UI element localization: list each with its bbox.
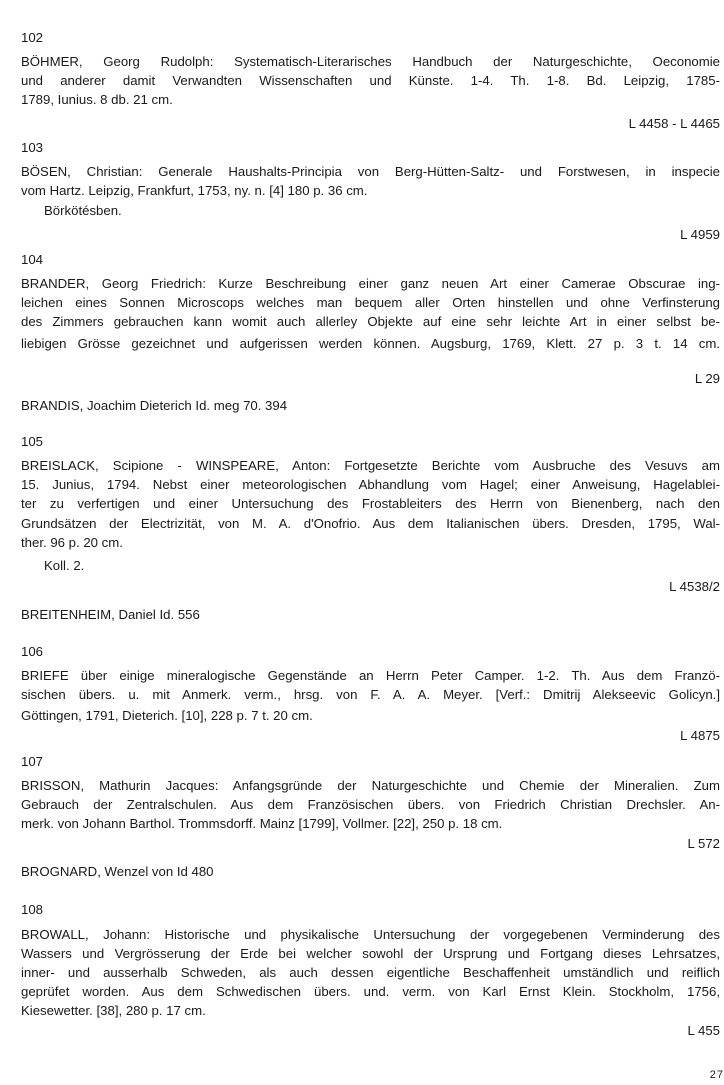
entry-text-line: des Zimmers gebrauchen kann womit auch allerley Objekte auf eine sehr leichte Art in einer selbst be- bbox=[21, 314, 720, 329]
entry-text-line: und anderer damit Verwandten Wissenschaften und Künste. 1-4. Th. 1-8. Bd. Leipzig, 1785- bbox=[21, 73, 720, 88]
entry-number: 108 bbox=[21, 902, 44, 917]
entry-text-line: BRIEFE über einige mineralogische Gegenstände an Herrn Peter Camper. 1-2. Th. Aus dem Franzö- bbox=[21, 668, 720, 683]
entry-text-line: merk. von Johann Barthol. Trommsdorff. Mainz [1799], Vollmer. [22], 250 p. 18 cm. bbox=[21, 816, 503, 831]
cross-reference: BRANDIS, Joachim Dieterich Id. meg 70. 394 bbox=[21, 398, 288, 413]
entry-number: 104 bbox=[21, 252, 44, 267]
entry-number: 105 bbox=[21, 434, 44, 449]
entry-note: Börkötésben. bbox=[44, 203, 122, 218]
entry-text-line: BRISSON, Mathurin Jacques: Anfangsgründe der Naturgeschichte und Chemie der Mineralien. Zum bbox=[21, 778, 720, 793]
entry-text-line: Gebrauch der Zentralschulen. Aus dem Französischen übers. von Friedrich Christian Drechsler. An- bbox=[21, 797, 720, 812]
entry-number: 102 bbox=[21, 30, 44, 45]
cross-reference: BROGNARD, Wenzel von Id 480 bbox=[21, 864, 214, 879]
entry-number: 107 bbox=[21, 754, 44, 769]
entry-text-line: 15. Junius, 1794. Nebst einer meteorologischen Abhandlung vom Hagel; einer Anweisung, Hagelablei- bbox=[21, 477, 720, 492]
entry-text-line: Kiesewetter. [38], 280 p. 17 cm. bbox=[21, 1003, 206, 1018]
entry-text-line: BÖHMER, Georg Rudolph: Systematisch-Literarisches Handbuch der Naturgeschichte, Oeconomie bbox=[21, 54, 720, 69]
entry-text-line: 1789, Iunius. 8 db. 21 cm. bbox=[21, 92, 173, 107]
entry-text-line: ther. 96 p. 20 cm. bbox=[21, 535, 123, 550]
entry-text-line: sischen übers. u. mit Anmerk. verm., hrsg. von F. A. A. Meyer. [Verf.: Dmitrij Alekseevic Golicyn.] bbox=[21, 687, 720, 702]
cross-reference: BREITENHEIM, Daniel Id. 556 bbox=[21, 607, 200, 622]
entry-text-line: ter zu verfertigen und einer Untersuchung des Frostableiters des Herrn von Bienenberg, nach den bbox=[21, 496, 720, 511]
entry-note: Koll. 2. bbox=[44, 558, 85, 573]
entry-text-line: BÖSEN, Christian: Generale Haushalts-Principia von Berg-Hütten-Saltz- und Forstwesen, in inspecie bbox=[21, 164, 720, 179]
entry-number: 106 bbox=[21, 644, 44, 659]
entry-text-line: BREISLACK, Scipione - WINSPEARE, Anton: Fortgesetzte Berichte vom Ausbruche des Vesuvs am bbox=[21, 458, 720, 473]
shelf-signature: L 572 bbox=[687, 836, 720, 851]
shelf-signature: L 455 bbox=[687, 1023, 720, 1038]
entry-text-line: BRANDER, Georg Friedrich: Kurze Beschreibung einer ganz neuen Art einer Camerae Obscurae ing- bbox=[21, 276, 720, 291]
entry-text-line: liebigen Grösse gezeichnet und aufgerissen werden können. Augsburg, 1769, Klett. 27 p. 3 t. 14 cm. bbox=[21, 336, 720, 351]
entry-text-line: Wassers und Vergrösserung der Erde bei welcher sowohl der Ursprung und Fortgang dieses Lehrsatzes, bbox=[21, 946, 720, 961]
entry-text-line: vom Hartz. Leipzig, Frankfurt, 1753, ny. n. [4] 180 p. 36 cm. bbox=[21, 183, 368, 198]
shelf-signature: L 4538/2 bbox=[669, 579, 720, 594]
shelf-signature: L 29 bbox=[694, 371, 720, 386]
page-number: 27 bbox=[709, 1069, 724, 1081]
shelf-signature: L 4458 - L 4465 bbox=[628, 116, 720, 131]
entry-text-line: BROWALL, Johann: Historische und physikalische Untersuchung der vorgegebenen Verminderung des bbox=[21, 927, 720, 942]
entry-text-line: Göttingen, 1791, Dieterich. [10], 228 p. 7 t. 20 cm. bbox=[21, 708, 313, 723]
entry-number: 103 bbox=[21, 140, 44, 155]
entry-text-line: leichen eines Sonnen Microscops welches man bequem aller Orten hinstellen und ohne Verfinsterung bbox=[21, 295, 720, 310]
shelf-signature: L 4875 bbox=[680, 728, 720, 743]
entry-text-line: Grundsätzen der Electrizität, von M. A. d'Onofrio. Aus dem Italianischen übers. Dresden, 1795, Wal- bbox=[21, 516, 720, 531]
entry-text-line: geprüfet worden. Aus dem Schwedischen übers. und. verm. von Karl Ernst Klein. Stockholm, 1756, bbox=[21, 984, 720, 999]
entry-text-line: inner- und ausserhalb Schweden, als auch dessen eigentliche Beschaffenheit umständlich und reiflich bbox=[21, 965, 720, 980]
shelf-signature: L 4959 bbox=[680, 227, 720, 242]
